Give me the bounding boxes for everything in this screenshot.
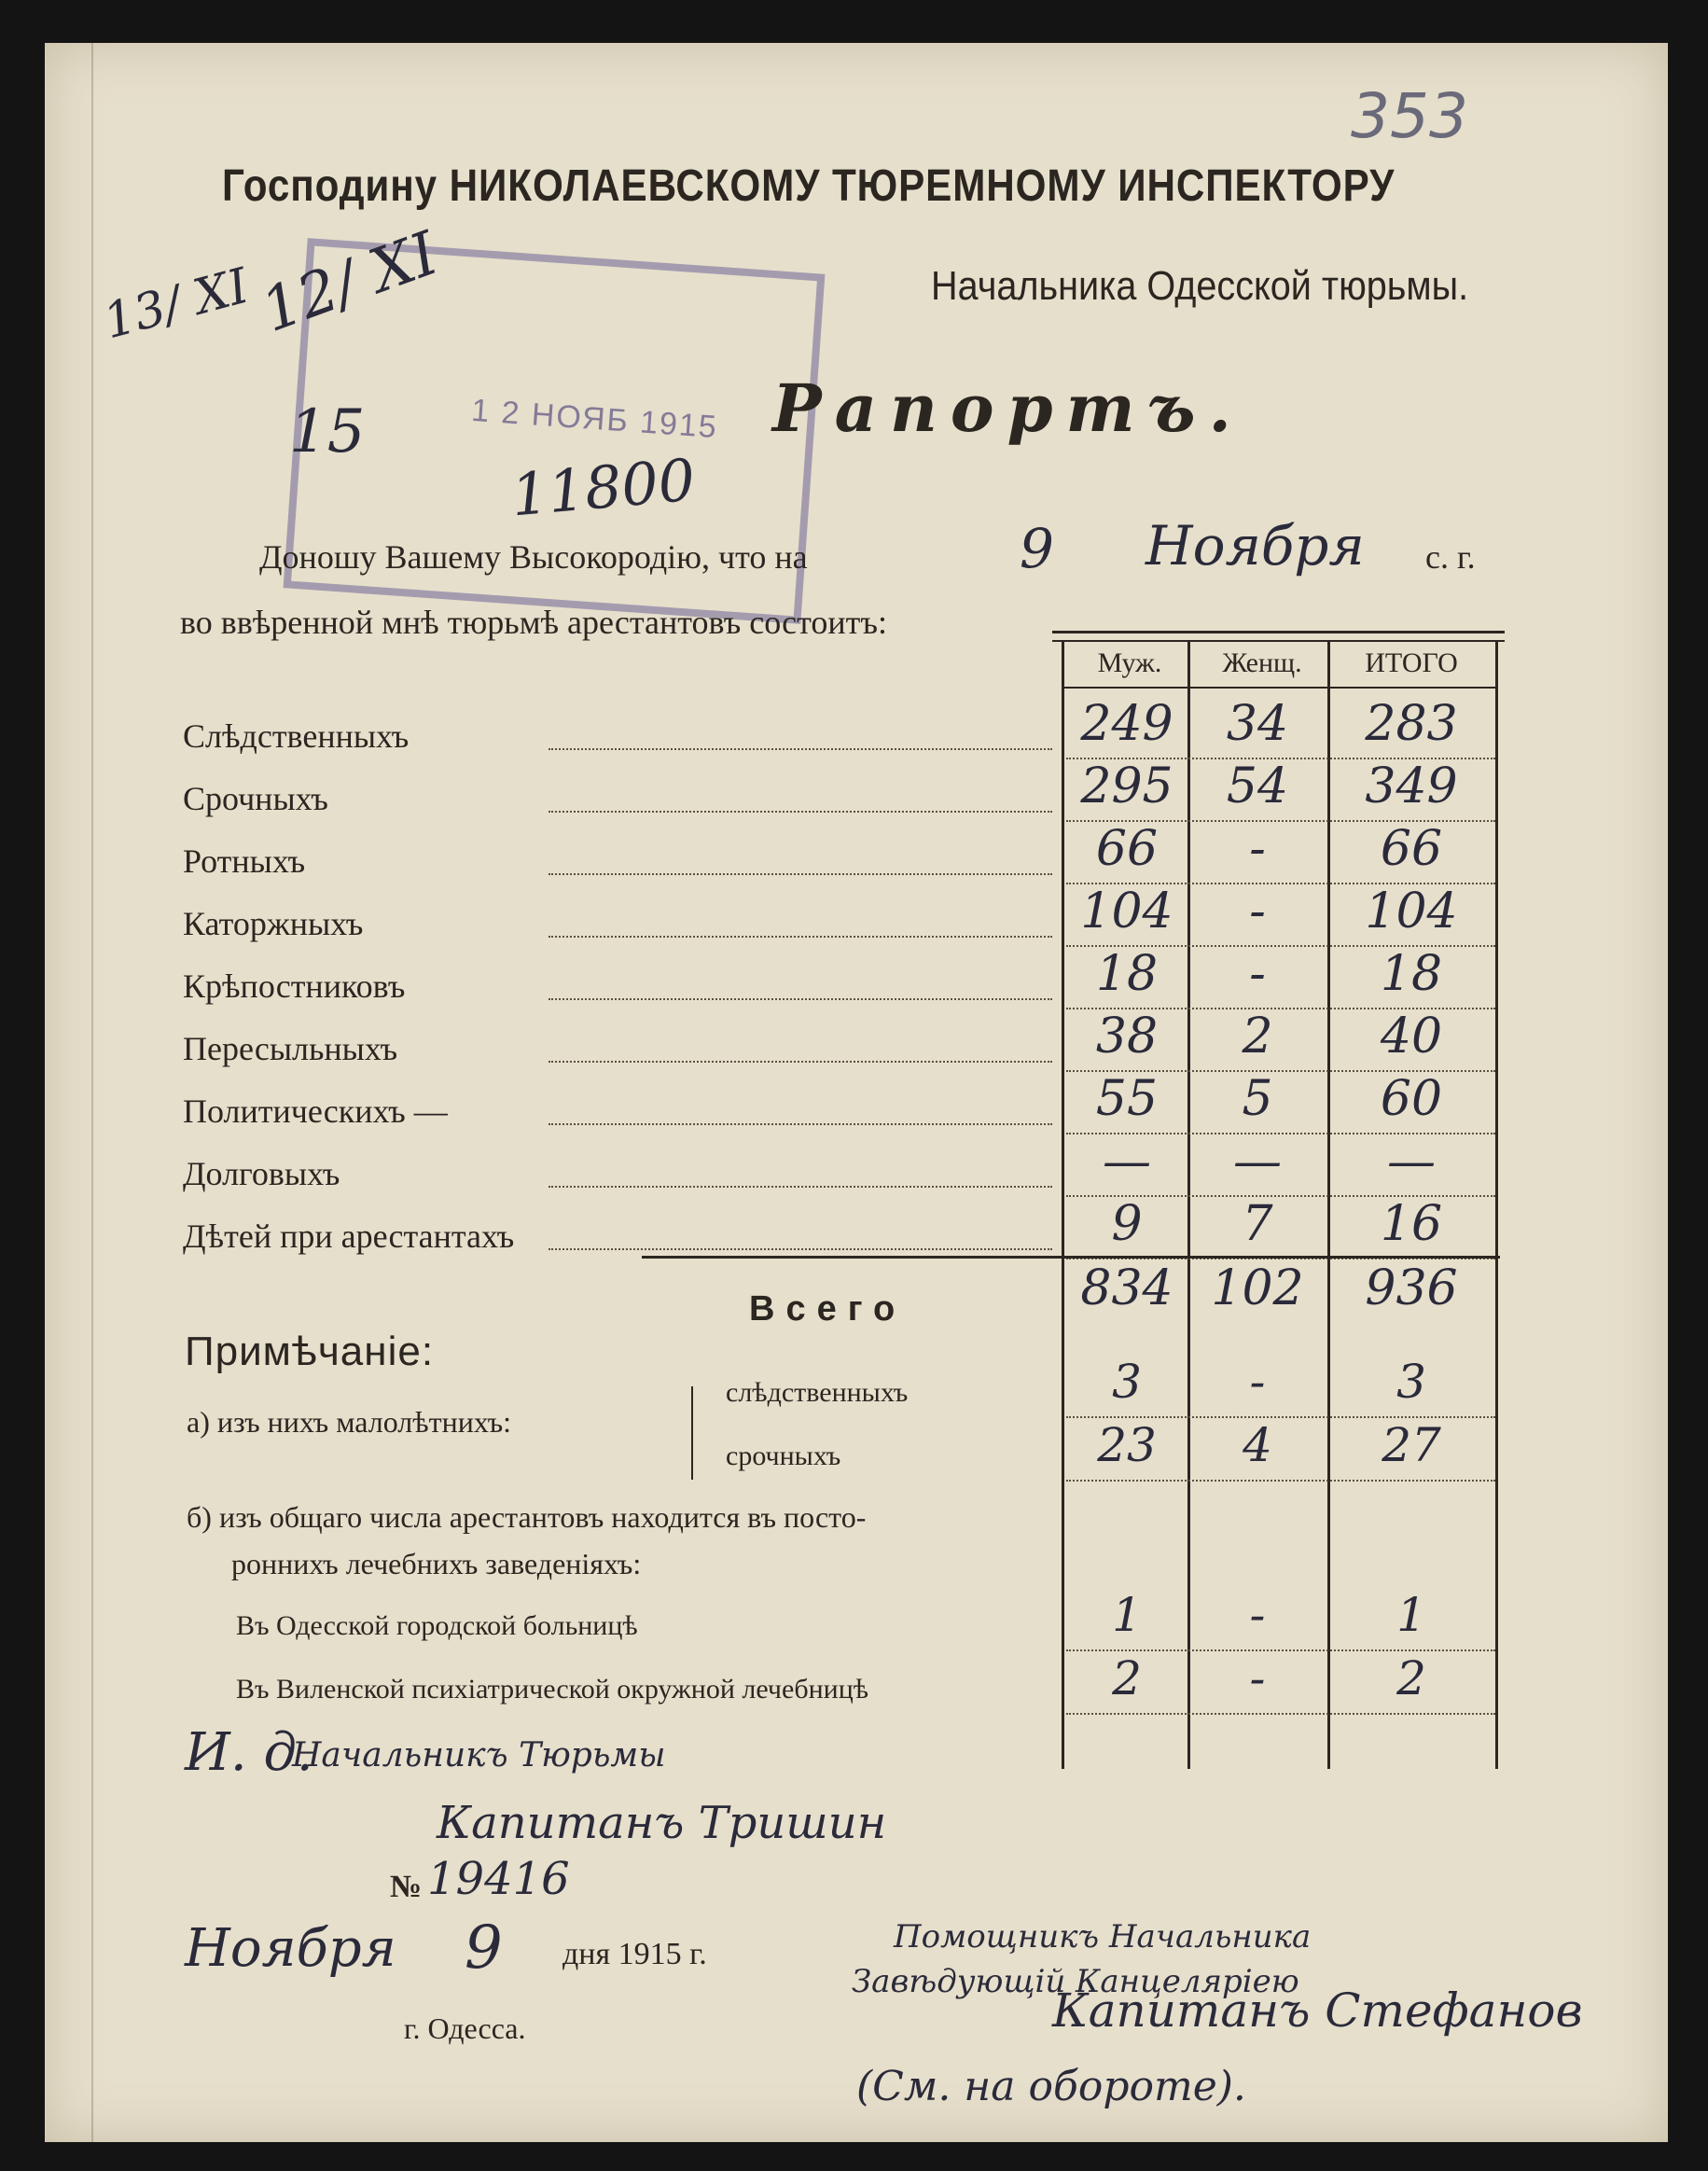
row-label: Крѣпостниковъ: [183, 967, 406, 1005]
cell-women: 2: [1242, 1009, 1273, 1065]
table-top-rule: [1052, 631, 1505, 633]
notes-b-line-1: б) изъ общаго числа арестантовъ находится въ посто-: [187, 1500, 867, 1534]
table-divider-1: [1187, 640, 1190, 1769]
row-label: Ротныхъ: [183, 842, 306, 880]
cell-women: 7: [1242, 1196, 1273, 1252]
cell-total: 60: [1380, 1071, 1443, 1127]
note-cell-women: 4: [1243, 1418, 1272, 1472]
cell-women: -: [1249, 946, 1266, 1002]
number-label: №: [390, 1870, 423, 1904]
sign-acting: И. д.: [185, 1722, 313, 1783]
row-label: Каторжныхъ: [183, 905, 364, 942]
row-leader-dots: [549, 998, 1052, 1000]
row-leader-dots: [549, 1248, 1052, 1250]
note-row-label: слѣдственныхъ: [726, 1377, 909, 1408]
margin-note-mid: 12/ XI: [253, 219, 447, 346]
date-day: 9: [465, 1914, 503, 1983]
row-label: Долговыхъ: [183, 1155, 340, 1192]
notes-b-line-2: роннихъ лечебнихъ заведеніяхъ:: [231, 1547, 642, 1580]
stamp-date: 1 2 НОЯБ 1915: [470, 392, 719, 446]
note-cell-men: 2: [1112, 1651, 1142, 1705]
row-label: Слѣдственныхъ: [183, 717, 410, 755]
note-cell-women: -: [1249, 1588, 1266, 1642]
row-leader-dots: [549, 873, 1052, 875]
margin-note-left: 13/ XI: [97, 257, 255, 351]
table-border-left: [1062, 640, 1064, 1769]
total-rule: [642, 1256, 1500, 1259]
total-women: 102: [1211, 1260, 1304, 1316]
row-leader-dots: [549, 1061, 1052, 1063]
cell-total: 349: [1365, 758, 1458, 814]
cell-men: 249: [1080, 696, 1173, 752]
note-cell-total: 1: [1396, 1588, 1426, 1642]
cell-women: 5: [1242, 1071, 1273, 1127]
cell-men: 295: [1080, 758, 1173, 814]
stamp-reg-number: 11800: [508, 445, 699, 530]
intro-line-2: во ввѣренной мнѣ тюрьмѣ арестантовъ состоитъ:: [180, 604, 887, 641]
intro-date-day: 9: [1020, 517, 1054, 580]
intro-line-1: Доношу Вашему Высокородію, что на: [259, 538, 808, 576]
cell-men: 18: [1095, 946, 1159, 1002]
cell-total: 283: [1365, 696, 1458, 752]
row-leader-dots: [549, 748, 1052, 750]
table-divider-2: [1327, 640, 1330, 1769]
notes-brace: [691, 1386, 693, 1480]
sender: Начальника Одесской тюрьмы.: [931, 263, 1469, 309]
cell-women: -: [1249, 884, 1266, 939]
cell-total: 104: [1365, 884, 1458, 939]
fold-line: [91, 43, 93, 2142]
row-leader-dots: [549, 936, 1052, 938]
cell-women: 54: [1226, 758, 1289, 814]
cell-total: —: [1387, 1134, 1436, 1190]
row-label: Политическихъ —: [183, 1092, 448, 1130]
assistant-line-1: Помощникъ Начальника: [894, 1918, 1312, 1955]
col-header-total: ИТОГО: [1365, 647, 1458, 678]
notes-a-label: а) изъ нихъ малолѣтнихъ:: [187, 1405, 512, 1439]
cell-women: -: [1249, 821, 1266, 877]
cell-men: 104: [1080, 884, 1173, 939]
cell-men: 66: [1095, 821, 1159, 877]
note-cell-men: 1: [1112, 1588, 1142, 1642]
table-border-right: [1495, 640, 1498, 1769]
date-label: дня 1915 г.: [562, 1937, 707, 1971]
assistant-signature: Капитанъ Стефанов: [1052, 1983, 1583, 2038]
row-leader-dots: [549, 1123, 1052, 1125]
cell-men: 38: [1095, 1009, 1159, 1065]
row-label: Срочныхъ: [183, 780, 328, 817]
addressee: Господину НИКОЛАЕВСКОМУ ТЮРЕМНОМУ ИНСПЕКТОРУ: [222, 161, 1396, 211]
note-row-label: срочныхъ: [726, 1440, 841, 1471]
row-leader-dots: [549, 811, 1052, 813]
archive-number: 353: [1351, 80, 1468, 152]
document-paper: [45, 43, 1668, 2142]
row-leader-dots: [549, 1186, 1052, 1188]
note-cell-total: 27: [1382, 1418, 1441, 1472]
header-rule: [1062, 687, 1498, 689]
date-month: Ноября: [185, 1918, 396, 1979]
sign-role: Начальникъ Тюрьмы: [292, 1736, 666, 1774]
cell-total: 18: [1380, 946, 1443, 1002]
note-cell-total: 2: [1396, 1651, 1426, 1705]
cell-men: 9: [1111, 1196, 1143, 1252]
col-header-men: Муж.: [1097, 647, 1162, 678]
note-cell-men: 23: [1097, 1418, 1157, 1472]
outgoing-number: 19416: [427, 1853, 570, 1905]
note-row-rule: [1066, 1713, 1495, 1715]
table-top-rule-2: [1052, 640, 1505, 642]
cell-total: 40: [1380, 1009, 1443, 1065]
note-cell-total: 3: [1396, 1355, 1426, 1409]
total-label: Всего: [749, 1289, 907, 1329]
note-cell-men: 3: [1112, 1355, 1142, 1409]
note-row-label: Въ Одесской городской больницѣ: [236, 1610, 638, 1641]
cell-total: 66: [1380, 821, 1443, 877]
total-men: 834: [1080, 1260, 1173, 1316]
note-cell-women: -: [1249, 1355, 1266, 1409]
col-header-women: Женщ.: [1222, 647, 1302, 678]
note-row-rule: [1066, 1480, 1495, 1482]
footnote: (См. на обороте).: [856, 2063, 1246, 2110]
row-label: Пересыльныхъ: [183, 1030, 398, 1067]
intro-date-month: Ноября: [1146, 514, 1365, 578]
cell-total: 16: [1380, 1196, 1443, 1252]
total-all: 936: [1365, 1260, 1458, 1316]
margin-note-num: 15: [289, 397, 366, 466]
assistant-line-2: Завѣдующій Канцеляріею: [852, 1963, 1299, 2000]
note-cell-women: -: [1249, 1651, 1266, 1705]
notes-heading: Примѣчаніе:: [185, 1329, 435, 1374]
row-label: Дѣтей при арестантахъ: [183, 1218, 515, 1255]
city: г. Одесса.: [404, 2011, 526, 2045]
note-row-label: Въ Виленской психіатрической окружной лечебницѣ: [236, 1674, 869, 1705]
cell-women: 34: [1226, 696, 1289, 752]
cell-men: 55: [1095, 1071, 1159, 1127]
sign-handwritten: Капитанъ Тришин: [437, 1797, 887, 1849]
cell-men: —: [1103, 1134, 1151, 1190]
cell-women: —: [1233, 1134, 1282, 1190]
intro-year: с. г.: [1425, 538, 1476, 576]
document-title: Рапортъ.: [772, 369, 1244, 447]
